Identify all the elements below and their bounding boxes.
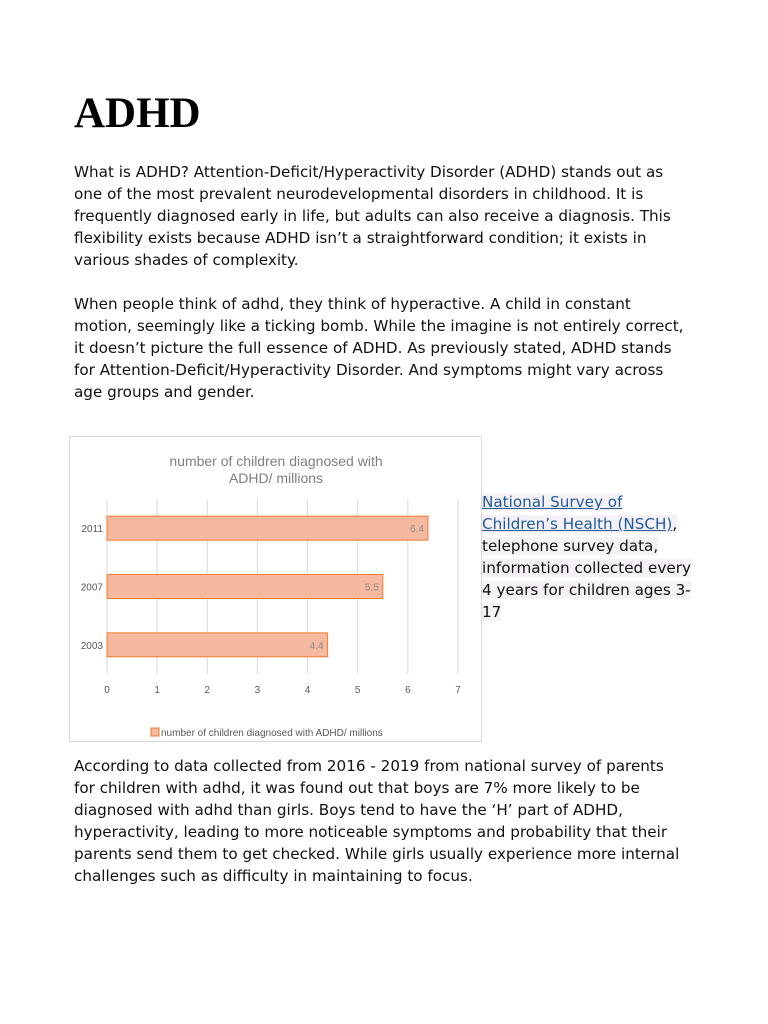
legend-label: number of children diagnosed with ADHD/ millions xyxy=(161,728,383,739)
source-note-text: , telephone survey data, information collected every 4 years for children ages 3-17 xyxy=(482,515,691,622)
paragraph-gender-differences: According to data collected from 2016 - 2019 from national survey of parents for children with adhd, it was found out that boys are 7% more likely to be diagnosed with adhd than girls. Boys tend to have the ‘H’ part of ADHD, hyperactivity, leading to more noticeable symptoms and probability that their parents send them to get checked. While girls usually experience more internal challenges such as difficulty in maintaining to focus. xyxy=(74,757,680,886)
paragraph-intro: What is ADHD? Attention-Deficit/Hyperactivity Disorder (ADHD) stands out as one of the most prevalent neurodevelopmental disorders in childhood. It is frequently diagnosed early in life, but adults can also receive a diagnosis. This flexibility exists because ADHD isn’t a straightforward condition; it exists in various shades of complexity. xyxy=(74,163,671,270)
bar-2011 xyxy=(107,516,428,540)
x-tick-label: 7 xyxy=(455,685,461,696)
x-tick-label: 2 xyxy=(204,685,211,696)
x-tick-label: 1 xyxy=(154,685,160,696)
bar-chart xyxy=(69,436,482,742)
y-category-label: 2007 xyxy=(80,582,103,594)
legend-swatch xyxy=(151,728,159,736)
chart-title-line: number of children diagnosed with xyxy=(169,453,383,469)
x-tick-label: 4 xyxy=(304,685,311,696)
bar-value-label: 6.4 xyxy=(410,524,424,536)
x-tick-label: 0 xyxy=(104,685,110,696)
y-category-label: 2003 xyxy=(80,640,103,652)
bar-value-label: 5.5 xyxy=(364,582,379,594)
bar-2007 xyxy=(107,575,383,599)
source-note-highlight xyxy=(482,493,691,621)
paragraph-hyperactivity: When people think of adhd, they think of hyperactive. A child in constant motion, seemingly like a ticking bomb. While the imagine is not entirely correct, it doesn’t picture the full essence of ADHD. As previously stated, ADHD stands for Attention-Deficit/Hyperactivity Disorder. And symptoms might vary across age groups and gender. xyxy=(74,295,684,402)
y-category-label: 2011 xyxy=(81,524,103,536)
page-title: ADHD xyxy=(74,90,201,137)
chart-title-line: ADHD/ millions xyxy=(228,470,324,486)
chart-canvas xyxy=(70,437,481,741)
x-tick-label: 5 xyxy=(354,685,361,696)
x-tick-label: 3 xyxy=(254,685,261,696)
nsch-link[interactable]: National Survey of Children’s Health (NSCH) xyxy=(482,493,673,534)
source-note xyxy=(482,491,692,624)
bar-value-label: 4.4 xyxy=(309,640,324,652)
x-tick-label: 6 xyxy=(405,685,411,696)
bar-2003 xyxy=(107,633,328,657)
